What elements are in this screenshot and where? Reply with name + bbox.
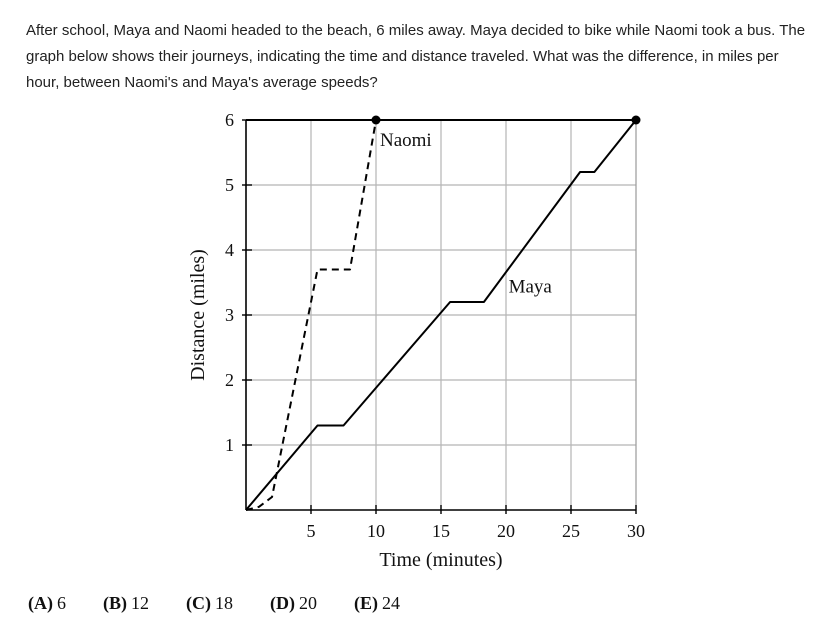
x-tick-label-15: 15 xyxy=(432,521,450,541)
y-axis-title: Distance (miles) xyxy=(187,249,209,381)
y-tick-label-6: 6 xyxy=(225,110,234,130)
choice-a[interactable] xyxy=(28,593,66,614)
x-tick-label-10: 10 xyxy=(367,521,385,541)
series-label-naomi: Naomi xyxy=(380,130,432,151)
y-tick-label-4: 4 xyxy=(225,240,234,260)
choice-c-value: 18 xyxy=(215,593,233,613)
chart-grid xyxy=(246,120,636,510)
choice-d-value: 20 xyxy=(299,593,317,613)
question-text: After school, Maya and Naomi headed to the beach, 6 miles away. Maya decided to bike while Naomi took a bus. The graph below shows their journeys, indicating the time and distance traveled. What was the difference, in miles per hour, between Naomi's and Maya's average speeds? xyxy=(26,22,806,91)
choice-c-letter: (C) xyxy=(186,593,211,613)
choice-b-letter: (B) xyxy=(103,593,127,613)
chart-series xyxy=(246,116,641,511)
choice-a-value: 6 xyxy=(57,593,66,613)
x-axis-title: Time (minutes) xyxy=(379,549,503,571)
x-tick-label-30: 30 xyxy=(627,521,645,541)
choice-c[interactable] xyxy=(186,593,233,614)
choice-d[interactable] xyxy=(270,593,317,614)
x-tick-label-20: 20 xyxy=(497,521,515,541)
chart-ticks xyxy=(225,110,645,541)
x-tick-label-5: 5 xyxy=(306,521,316,541)
choice-e[interactable] xyxy=(354,593,400,614)
choice-b-value: 12 xyxy=(131,593,149,613)
y-tick-label-5: 5 xyxy=(225,175,234,195)
choice-e-letter: (E) xyxy=(354,593,378,613)
choice-a-letter: (A) xyxy=(28,593,53,613)
choice-b[interactable] xyxy=(103,593,149,614)
series-endpoint-naomi xyxy=(372,116,381,125)
series-endpoint-maya xyxy=(632,116,641,125)
x-tick-label-25: 25 xyxy=(562,521,580,541)
y-tick-label-3: 3 xyxy=(225,305,234,325)
choice-d-letter: (D) xyxy=(270,593,295,613)
answer-choices xyxy=(28,593,437,614)
chart-labels xyxy=(187,130,552,571)
choice-e-value: 24 xyxy=(382,593,400,613)
y-tick-label-2: 2 xyxy=(225,370,234,390)
series-label-maya: Maya xyxy=(508,276,552,298)
y-tick-label-1: 1 xyxy=(225,435,234,455)
